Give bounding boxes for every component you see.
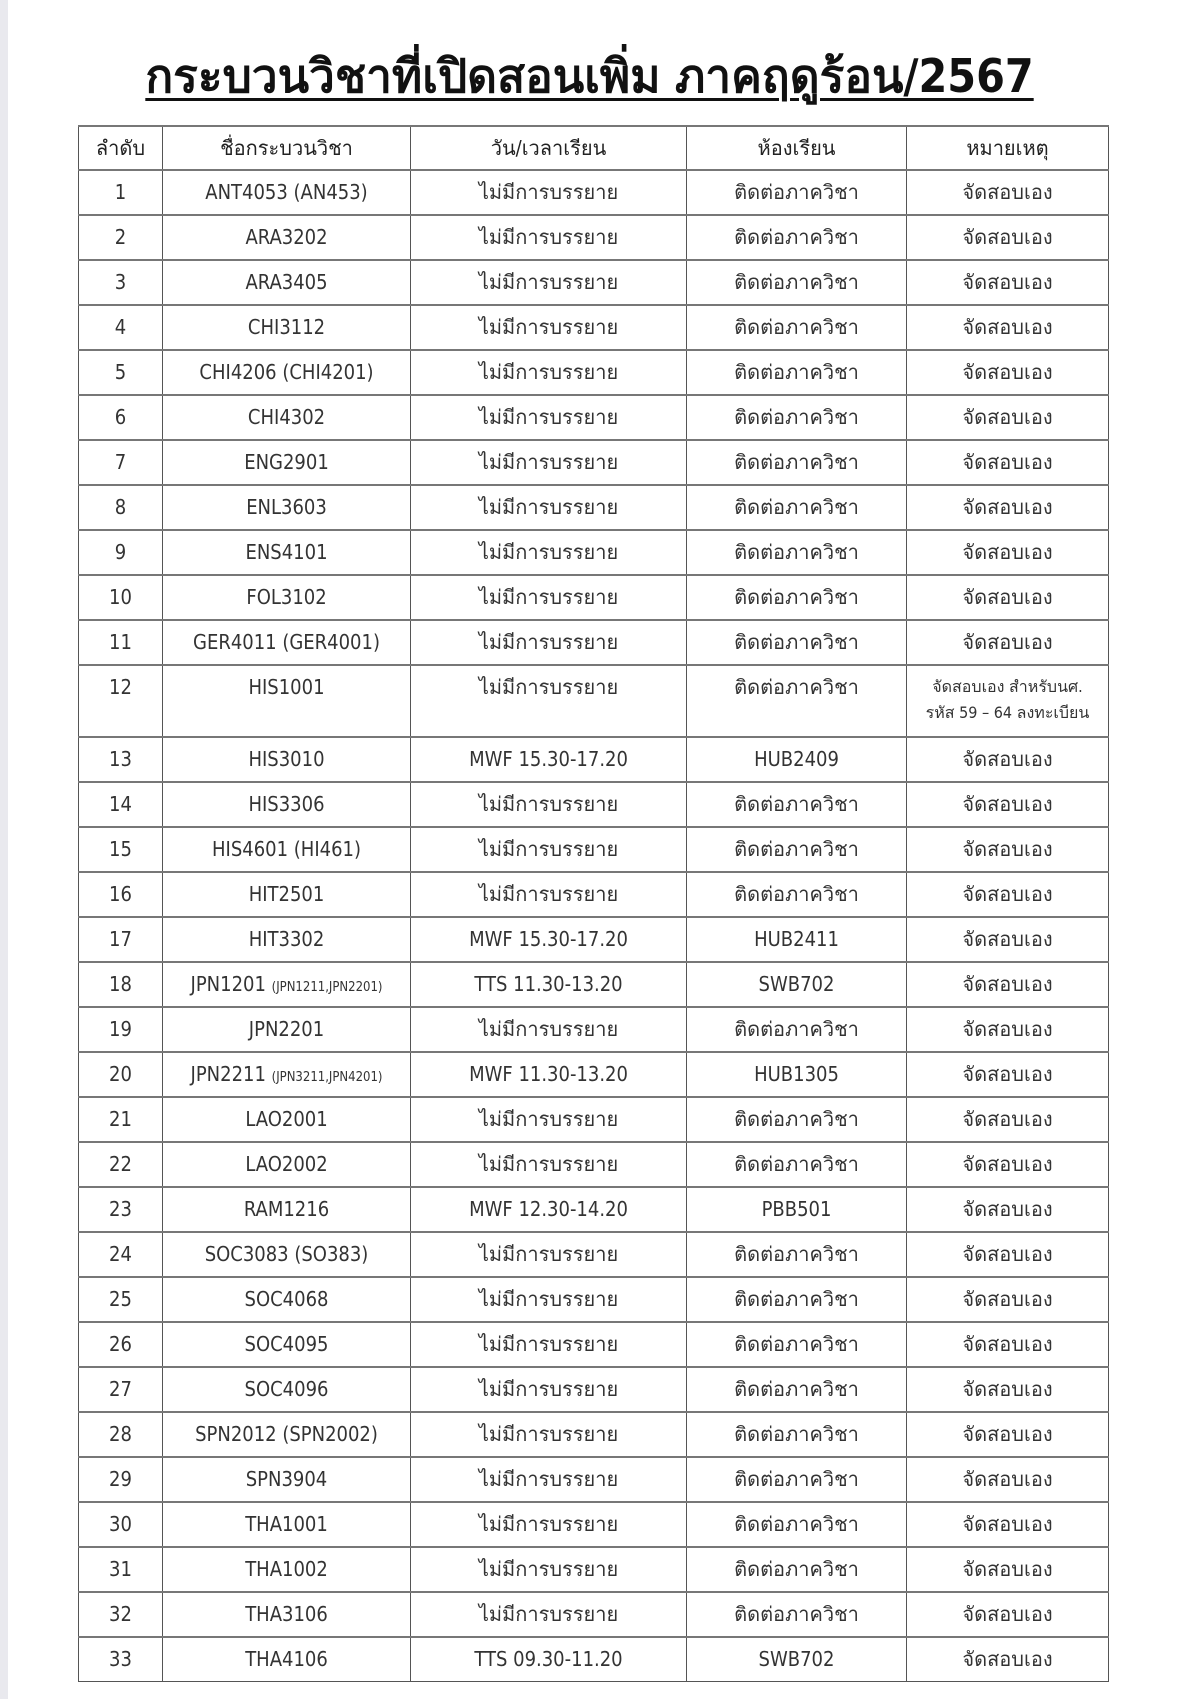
cell-room: SWB702	[687, 1637, 907, 1682]
table-row	[79, 440, 1109, 485]
course-code: ARA3405	[245, 270, 328, 294]
course-code: HIS1001	[248, 675, 325, 699]
cell-course	[163, 665, 411, 737]
cell-room: HUB2409	[687, 737, 907, 782]
cell-remark: จัดสอบเอง	[907, 1502, 1109, 1547]
cell-course	[163, 1367, 411, 1412]
cell-time: ไม่มีการบรรยาย	[411, 1592, 687, 1637]
cell-room: ติดต่อภาควิชา	[687, 1547, 907, 1592]
cell-time: MWF 11.30-13.20	[411, 1052, 687, 1097]
cell-time: ไม่มีการบรรยาย	[411, 530, 687, 575]
course-code: RAM1216	[243, 1197, 330, 1221]
cell-course	[163, 1187, 411, 1232]
cell-course	[163, 1547, 411, 1592]
cell-remark: จัดสอบเอง	[907, 827, 1109, 872]
cell-course	[163, 1097, 411, 1142]
cell-remark: จัดสอบเอง	[907, 170, 1109, 215]
cell-room: ติดต่อภาควิชา	[687, 827, 907, 872]
cell-no: 12	[79, 665, 163, 737]
cell-no: 22	[79, 1142, 163, 1187]
cell-time: ไม่มีการบรรยาย	[411, 1502, 687, 1547]
cell-no: 13	[79, 737, 163, 782]
cell-time: ไม่มีการบรรยาย	[411, 782, 687, 827]
cell-course	[163, 260, 411, 305]
cell-time: ไม่มีการบรรยาย	[411, 665, 687, 737]
cell-remark: จัดสอบเอง	[907, 1592, 1109, 1637]
cell-remark: จัดสอบเอง	[907, 1187, 1109, 1232]
cell-room: ติดต่อภาควิชา	[687, 665, 907, 737]
cell-remark: จัดสอบเอง	[907, 1457, 1109, 1502]
table-row	[79, 782, 1109, 827]
table-row	[79, 305, 1109, 350]
table-row	[79, 1412, 1109, 1457]
course-code: ENG2901	[244, 450, 329, 474]
cell-course	[163, 170, 411, 215]
cell-time: ไม่มีการบรรยาย	[411, 1457, 687, 1502]
cell-remark: จัดสอบเอง	[907, 305, 1109, 350]
cell-time: MWF 15.30-17.20	[411, 737, 687, 782]
cell-no: 25	[79, 1277, 163, 1322]
document-title-text: กระบวนวิชาที่เปิดสอนเพิ่ม ภาคฤดูร้อน/2567	[145, 49, 1034, 103]
cell-time: MWF 15.30-17.20	[411, 917, 687, 962]
cell-time: ไม่มีการบรรยาย	[411, 1232, 687, 1277]
cell-course	[163, 827, 411, 872]
cell-no: 31	[79, 1547, 163, 1592]
cell-no: 19	[79, 1007, 163, 1052]
cell-room: ติดต่อภาควิชา	[687, 440, 907, 485]
cell-room: ติดต่อภาควิชา	[687, 620, 907, 665]
table-row	[79, 575, 1109, 620]
remark-line-2: รหัส 59 – 64 ลงทะเบียน	[925, 703, 1090, 722]
cell-time: ไม่มีการบรรยาย	[411, 1322, 687, 1367]
table-row	[79, 1322, 1109, 1367]
cell-course	[163, 1007, 411, 1052]
course-code: THA3106	[245, 1602, 328, 1626]
cell-time: MWF 12.30-14.20	[411, 1187, 687, 1232]
course-code: ANT4053 (AN453)	[205, 180, 368, 204]
course-code: HIT3302	[248, 927, 325, 951]
cell-time: ไม่มีการบรรยาย	[411, 1007, 687, 1052]
cell-no: 10	[79, 575, 163, 620]
cell-course	[163, 1592, 411, 1637]
cell-no: 18	[79, 962, 163, 1007]
table-header-row	[79, 126, 1109, 170]
table-row	[79, 350, 1109, 395]
cell-remark: จัดสอบเอง	[907, 440, 1109, 485]
cell-course	[163, 305, 411, 350]
cell-remark: จัดสอบเอง	[907, 1007, 1109, 1052]
cell-remark: จัดสอบเอง	[907, 1052, 1109, 1097]
cell-remark: จัดสอบเอง	[907, 1232, 1109, 1277]
cell-no: 3	[79, 260, 163, 305]
cell-time: ไม่มีการบรรยาย	[411, 1097, 687, 1142]
cell-remark: จัดสอบเอง	[907, 1637, 1109, 1682]
table-row	[79, 1592, 1109, 1637]
course-code: CHI4302	[247, 405, 326, 429]
header-room: ห้องเรียน	[687, 126, 907, 170]
course-equivalent-note: (JPN1211,JPN2201)	[271, 980, 383, 995]
table-row	[79, 1367, 1109, 1412]
course-code: GER4011 (GER4001)	[193, 630, 380, 654]
course-code: HIS4601 (HI461)	[212, 837, 361, 861]
table-row	[79, 1547, 1109, 1592]
cell-no: 24	[79, 1232, 163, 1277]
cell-room: SWB702	[687, 962, 907, 1007]
cell-time: ไม่มีการบรรยาย	[411, 305, 687, 350]
cell-course	[163, 440, 411, 485]
cell-remark: จัดสอบเอง	[907, 917, 1109, 962]
cell-room: PBB501	[687, 1187, 907, 1232]
table-row	[79, 1052, 1109, 1097]
table-row	[79, 1637, 1109, 1682]
cell-room: ติดต่อภาควิชา	[687, 782, 907, 827]
cell-time: ไม่มีการบรรยาย	[411, 170, 687, 215]
cell-time: ไม่มีการบรรยาย	[411, 260, 687, 305]
cell-room: ติดต่อภาควิชา	[687, 1097, 907, 1142]
course-equivalent-note: (JPN3211,JPN4201)	[271, 1070, 383, 1085]
cell-no: 33	[79, 1637, 163, 1682]
cell-no: 14	[79, 782, 163, 827]
cell-room: ติดต่อภาควิชา	[687, 872, 907, 917]
cell-remark: จัดสอบเอง	[907, 1142, 1109, 1187]
cell-room: ติดต่อภาควิชา	[687, 305, 907, 350]
cell-no: 1	[79, 170, 163, 215]
table-row	[79, 1187, 1109, 1232]
cell-room: ติดต่อภาควิชา	[687, 1367, 907, 1412]
table-row	[79, 215, 1109, 260]
header-course: ชื่อกระบวนวิชา	[163, 126, 411, 170]
cell-course	[163, 917, 411, 962]
table-row	[79, 485, 1109, 530]
cell-course	[163, 872, 411, 917]
cell-room: ติดต่อภาควิชา	[687, 350, 907, 395]
cell-course	[163, 1052, 411, 1097]
cell-no: 21	[79, 1097, 163, 1142]
cell-remark: จัดสอบเอง	[907, 530, 1109, 575]
cell-time: ไม่มีการบรรยาย	[411, 215, 687, 260]
cell-course	[163, 1232, 411, 1277]
course-code: CHI4206 (CHI4201)	[199, 360, 374, 384]
cell-course	[163, 350, 411, 395]
cell-remark: จัดสอบเอง	[907, 485, 1109, 530]
cell-room: HUB1305	[687, 1052, 907, 1097]
table-row	[79, 737, 1109, 782]
cell-remark: จัดสอบเอง	[907, 1367, 1109, 1412]
cell-no: 11	[79, 620, 163, 665]
course-code: HIS3010	[248, 747, 325, 771]
cell-room: ติดต่อภาควิชา	[687, 1592, 907, 1637]
cell-no: 26	[79, 1322, 163, 1367]
course-code: FOL3102	[246, 585, 327, 609]
cell-room: ติดต่อภาควิชา	[687, 485, 907, 530]
cell-no: 9	[79, 530, 163, 575]
table-row	[79, 620, 1109, 665]
cell-room: ติดต่อภาควิชา	[687, 530, 907, 575]
cell-room: ติดต่อภาควิชา	[687, 1457, 907, 1502]
cell-no: 23	[79, 1187, 163, 1232]
cell-no: 5	[79, 350, 163, 395]
cell-course	[163, 395, 411, 440]
table-row	[79, 665, 1109, 737]
cell-time: ไม่มีการบรรยาย	[411, 395, 687, 440]
course-code: SOC4095	[244, 1332, 329, 1356]
cell-time: ไม่มีการบรรยาย	[411, 620, 687, 665]
cell-no: 30	[79, 1502, 163, 1547]
table-row	[79, 872, 1109, 917]
cell-remark: จัดสอบเอง	[907, 1097, 1109, 1142]
cell-course	[163, 737, 411, 782]
cell-remark	[907, 665, 1109, 737]
table-row	[79, 962, 1109, 1007]
remark-line-1: จัดสอบเอง สำหรับนศ.	[932, 677, 1083, 696]
cell-course	[163, 215, 411, 260]
table-row	[79, 827, 1109, 872]
cell-room: ติดต่อภาควิชา	[687, 575, 907, 620]
cell-room: ติดต่อภาควิชา	[687, 1142, 907, 1187]
cell-remark: จัดสอบเอง	[907, 260, 1109, 305]
cell-time: ไม่มีการบรรยาย	[411, 575, 687, 620]
cell-remark: จัดสอบเอง	[907, 962, 1109, 1007]
cell-room: ติดต่อภาควิชา	[687, 1007, 907, 1052]
cell-no: 17	[79, 917, 163, 962]
header-no: ลำดับ	[79, 126, 163, 170]
table-row	[79, 1232, 1109, 1277]
cell-time: ไม่มีการบรรยาย	[411, 872, 687, 917]
table-row	[79, 260, 1109, 305]
cell-no: 32	[79, 1592, 163, 1637]
cell-no: 7	[79, 440, 163, 485]
table-row	[79, 1457, 1109, 1502]
cell-time: ไม่มีการบรรยาย	[411, 440, 687, 485]
cell-course	[163, 1277, 411, 1322]
course-code: HIS3306	[248, 792, 325, 816]
cell-remark: จัดสอบเอง	[907, 1547, 1109, 1592]
cell-room: ติดต่อภาควิชา	[687, 1277, 907, 1322]
cell-time: TTS 09.30-11.20	[411, 1637, 687, 1682]
course-code: THA1002	[245, 1557, 328, 1581]
cell-room: ติดต่อภาควิชา	[687, 1322, 907, 1367]
cell-time: ไม่มีการบรรยาย	[411, 1367, 687, 1412]
cell-no: 4	[79, 305, 163, 350]
cell-course	[163, 1457, 411, 1502]
table-row	[79, 917, 1109, 962]
cell-course	[163, 1412, 411, 1457]
cell-no: 20	[79, 1052, 163, 1097]
table-row	[79, 1007, 1109, 1052]
cell-course	[163, 485, 411, 530]
table-row	[79, 1502, 1109, 1547]
cell-time: ไม่มีการบรรยาย	[411, 485, 687, 530]
table-row	[79, 395, 1109, 440]
cell-remark: จัดสอบเอง	[907, 350, 1109, 395]
cell-room: ติดต่อภาควิชา	[687, 395, 907, 440]
page-edge	[0, 0, 8, 1699]
course-code: CHI3112	[247, 315, 326, 339]
cell-no: 6	[79, 395, 163, 440]
cell-no: 29	[79, 1457, 163, 1502]
course-schedule-table	[78, 125, 1109, 1682]
cell-room: ติดต่อภาควิชา	[687, 215, 907, 260]
course-code: SOC3083 (SO383)	[204, 1242, 369, 1266]
cell-room: HUB2411	[687, 917, 907, 962]
cell-remark: จัดสอบเอง	[907, 782, 1109, 827]
cell-remark: จัดสอบเอง	[907, 1277, 1109, 1322]
cell-remark: จัดสอบเอง	[907, 395, 1109, 440]
cell-no: 27	[79, 1367, 163, 1412]
cell-time: ไม่มีการบรรยาย	[411, 350, 687, 395]
course-code: JPN2201	[248, 1017, 325, 1041]
cell-no: 15	[79, 827, 163, 872]
table-row	[79, 530, 1109, 575]
course-code: HIT2501	[248, 882, 325, 906]
cell-room: ติดต่อภาควิชา	[687, 170, 907, 215]
cell-no: 16	[79, 872, 163, 917]
cell-remark: จัดสอบเอง	[907, 1412, 1109, 1457]
cell-room: ติดต่อภาควิชา	[687, 1232, 907, 1277]
cell-course	[163, 1322, 411, 1367]
course-code: LAO2001	[245, 1107, 328, 1131]
course-code: SPN3904	[245, 1467, 328, 1491]
course-code: SOC4068	[244, 1287, 329, 1311]
cell-no: 28	[79, 1412, 163, 1457]
cell-remark: จัดสอบเอง	[907, 215, 1109, 260]
cell-time: ไม่มีการบรรยาย	[411, 1142, 687, 1187]
cell-course	[163, 620, 411, 665]
cell-course	[163, 530, 411, 575]
cell-remark: จัดสอบเอง	[907, 620, 1109, 665]
course-code: ARA3202	[245, 225, 328, 249]
cell-remark: จัดสอบเอง	[907, 575, 1109, 620]
cell-time: ไม่มีการบรรยาย	[411, 827, 687, 872]
cell-course	[163, 1637, 411, 1682]
course-code: ENL3603	[246, 495, 327, 519]
course-code: SPN2012 (SPN2002)	[195, 1422, 378, 1446]
cell-remark: จัดสอบเอง	[907, 737, 1109, 782]
cell-room: ติดต่อภาควิชา	[687, 1412, 907, 1457]
course-code: THA1001	[245, 1512, 328, 1536]
cell-time: ไม่มีการบรรยาย	[411, 1412, 687, 1457]
document-title	[0, 40, 1179, 113]
cell-time: ไม่มีการบรรยาย	[411, 1277, 687, 1322]
cell-time: ไม่มีการบรรยาย	[411, 1547, 687, 1592]
cell-no: 8	[79, 485, 163, 530]
cell-time: TTS 11.30-13.20	[411, 962, 687, 1007]
table-row	[79, 170, 1109, 215]
course-code: JPN1201	[190, 972, 266, 996]
cell-course	[163, 1502, 411, 1547]
course-code: SOC4096	[244, 1377, 329, 1401]
cell-course	[163, 575, 411, 620]
cell-remark: จัดสอบเอง	[907, 1322, 1109, 1367]
cell-course	[163, 782, 411, 827]
course-code: JPN2211	[190, 1062, 266, 1086]
course-code: ENS4101	[245, 540, 328, 564]
cell-room: ติดต่อภาควิชา	[687, 1502, 907, 1547]
cell-course	[163, 1142, 411, 1187]
course-code: LAO2002	[245, 1152, 328, 1176]
table-row	[79, 1142, 1109, 1187]
table-row	[79, 1097, 1109, 1142]
cell-room: ติดต่อภาควิชา	[687, 260, 907, 305]
table-row	[79, 1277, 1109, 1322]
header-remark: หมายเหตุ	[907, 126, 1109, 170]
cell-no: 2	[79, 215, 163, 260]
cell-remark: จัดสอบเอง	[907, 872, 1109, 917]
header-time: วัน/เวลาเรียน	[411, 126, 687, 170]
course-code: THA4106	[245, 1647, 328, 1671]
cell-course	[163, 962, 411, 1007]
